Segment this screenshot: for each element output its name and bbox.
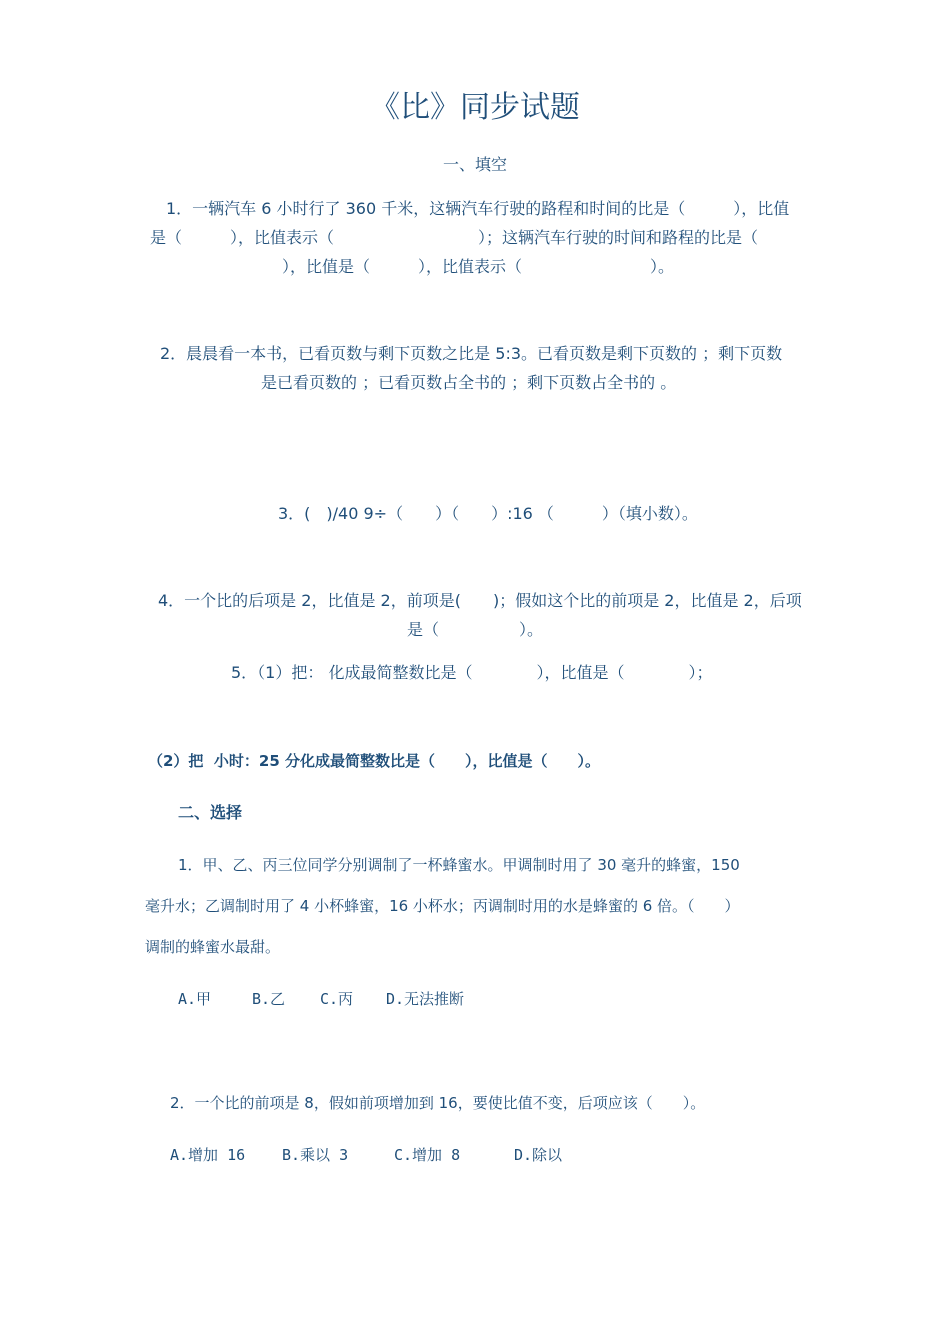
section-heading-fill-in: 一、填空 [442, 155, 507, 174]
q1-line-3: ），比值是（ ），比值表示（ ）。 [282, 257, 675, 276]
q5-line-1: 5．（1）把： 化成最简整数比是（ ），比值是（ ）； [231, 663, 713, 682]
choice-q1-option-b: B.乙 [252, 990, 286, 1008]
choice-q2-option-c: C.增加 8 [394, 1146, 461, 1164]
q1-line-1: 1．一辆汽车 6 小时行了 360 千米，这辆汽车行驶的路程和时间的比是（ ），比值 [166, 199, 790, 218]
q4-line-2: 是（ ）。 [407, 620, 544, 639]
choice-q1-line-2: 毫升水；乙调制时用了 4 小杯蜂蜜，16 小杯水；丙调制时用的水是蜂蜜的 6 倍。（ ） [145, 897, 740, 915]
page-title: 《比》同步试题 [370, 90, 580, 125]
choice-q2-line-1: 2．一个比的前项是 8，假如前项增加到 16，要使比值不变，后项应该（ ）。 [170, 1094, 706, 1112]
choice-q1-line-3: 调制的蜂蜜水最甜。 [145, 938, 281, 956]
choice-q2-option-a: A.增加 16 [170, 1146, 246, 1164]
q1-line-2: 是（ ），比值表示（ ）；这辆汽车行驶的时间和路程的比是（ [150, 228, 759, 247]
q3-line-1: 3．( )/40 9÷（ ）（ ）:16 （ ）（填小数）。 [278, 504, 698, 523]
choice-q1-option-d: D.无法推断 [386, 990, 465, 1008]
section-heading-choice: 二、选择 [178, 803, 243, 822]
q2-line-1: 2．晨晨看一本书，已看页数与剩下页数之比是 5:3。已看页数是剩下页数的 ；剩下页数 [160, 344, 783, 363]
choice-q1-option-c: C.丙 [320, 990, 354, 1008]
q4-line-1: 4．一个比的后项是 2，比值是 2，前项是( )；假如这个比的前项是 2，比值是 2，后项 [158, 591, 802, 610]
choice-q2-option-b: B.乘以 3 [282, 1146, 349, 1164]
q5-line-2: （2）把 小时：25 分化成最简整数比是（ ），比值是（ ）。 [148, 752, 600, 770]
choice-q1-option-a: A.甲 [178, 990, 212, 1008]
choice-q1-line-1: 1．甲、乙、丙三位同学分别调制了一杯蜂蜜水。甲调制时用了 30 毫升的蜂蜜，150 [178, 856, 740, 874]
q2-line-2: 是已看页数的 ；已看页数占全书的 ；剩下页数占全书的 。 [261, 373, 677, 392]
choice-q2-option-d: D.除以 [514, 1146, 563, 1164]
